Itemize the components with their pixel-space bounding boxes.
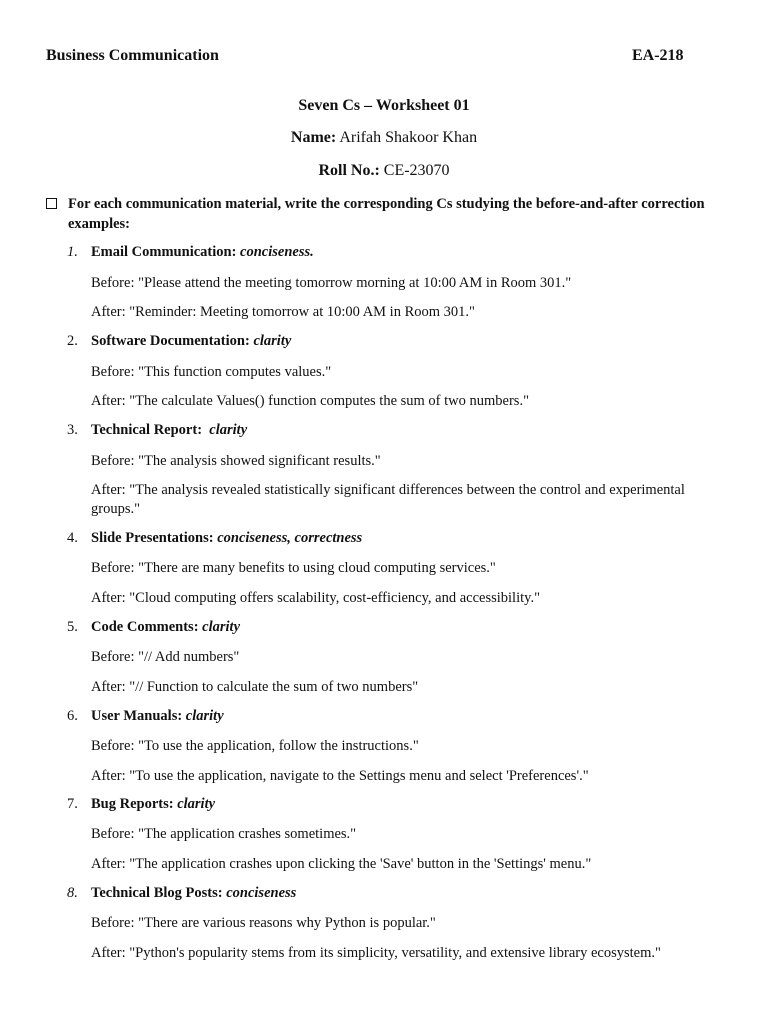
item-title — [91, 530, 362, 547]
item-answer: clarity — [249, 333, 292, 349]
instruction — [46, 194, 726, 234]
item-title — [91, 244, 314, 261]
item-answer: clarity — [198, 619, 241, 635]
item-title — [91, 796, 215, 813]
item-label: Technical Blog Posts: — [91, 885, 223, 901]
item-answer: conciseness — [222, 885, 297, 901]
roll-number — [0, 162, 768, 180]
instruction-text: For each communication material, write the corresponding Cs studying the before-and-after correction examples: — [68, 196, 705, 232]
worksheet-title: Seven Cs – Worksheet 01 — [298, 97, 470, 114]
item-label: Software Documentation: — [91, 333, 250, 349]
item-answer: clarity — [173, 796, 216, 812]
item-number: 6. — [67, 708, 78, 724]
item-title — [91, 885, 296, 902]
item-answer: clarity — [202, 422, 248, 438]
item-number: 4. — [67, 530, 78, 546]
item-label: Slide Presentations: — [91, 530, 214, 546]
item-title — [91, 422, 247, 439]
item-answer: conciseness, correctness — [213, 530, 363, 546]
roll-value: CE-23070 — [379, 162, 450, 179]
item-label: Technical Report: — [91, 422, 203, 438]
student-name — [0, 129, 768, 147]
item-label: Email Communication: — [91, 244, 237, 260]
name-label: Name: — [290, 129, 337, 146]
item-title — [91, 333, 291, 350]
checkbox-icon — [46, 198, 57, 209]
item-number: 8. — [67, 885, 78, 901]
name-value: Arifah Shakoor Khan — [336, 129, 478, 146]
roll-label: Roll No.: — [318, 162, 380, 179]
item-title — [91, 619, 240, 636]
item-label: Bug Reports: — [91, 796, 174, 812]
item-answer: clarity — [182, 708, 224, 724]
item-number: 1. — [67, 244, 78, 260]
item-number: 2. — [67, 333, 78, 349]
item-answer: conciseness. — [236, 244, 314, 260]
item-number: 7. — [67, 796, 78, 812]
course-title: Business Communication — [46, 47, 219, 64]
item-number: 5. — [67, 619, 78, 635]
item-title — [91, 708, 224, 725]
item-label: User Manuals: — [91, 708, 183, 724]
item-number: 3. — [67, 422, 78, 438]
course-code: EA-218 — [632, 47, 684, 64]
item-label: Code Comments: — [91, 619, 199, 635]
